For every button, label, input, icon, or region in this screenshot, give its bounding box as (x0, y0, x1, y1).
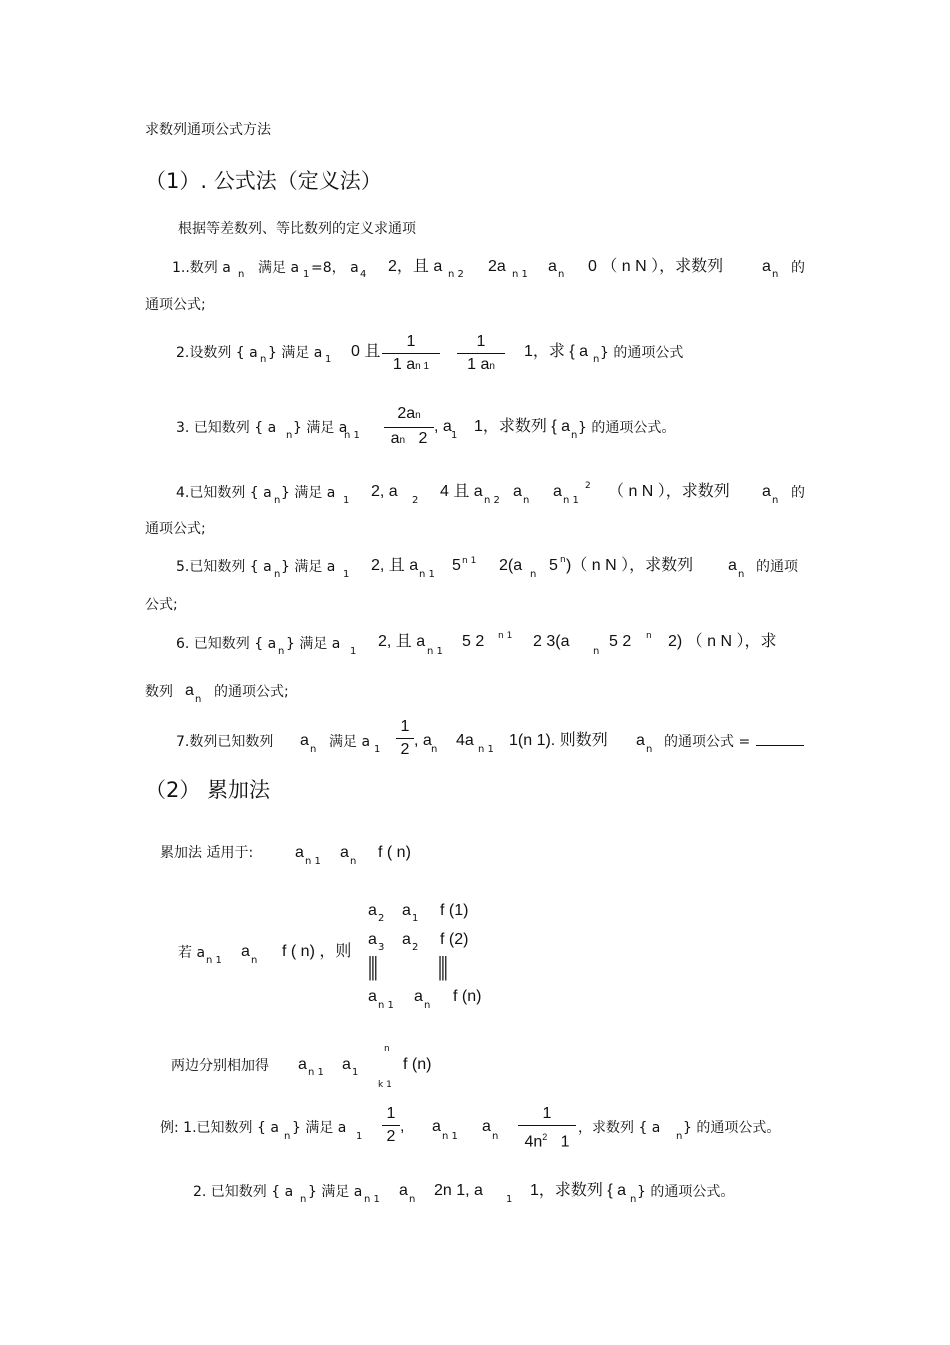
if-text: f ( n) ，则 (282, 943, 352, 960)
p6-sup: n 1 (498, 631, 513, 641)
p4-sup: 2 (585, 481, 591, 491)
p4-text: 4.已知数列 { a (176, 485, 272, 501)
if-text: a (241, 943, 250, 960)
p3-text: 1，求数列 { a (474, 418, 571, 435)
p1-sub: n (772, 269, 779, 280)
p5-text: 2, 且 a (371, 557, 419, 574)
eq-left-sub: 2 (378, 913, 385, 924)
ex2-text: 2. 已知数列 { a (193, 1184, 294, 1200)
p7-text: 7.数列已知数列 (176, 734, 274, 750)
p2-text: } 满足 a (268, 345, 323, 361)
p1-sub: n 2 (448, 269, 464, 280)
p1-text: 2，且 a (388, 258, 443, 275)
ex2-text: 2n 1, a (434, 1182, 483, 1199)
section-1-intro: 根据等差数列、等比数列的定义求通项 (178, 221, 416, 237)
eq-right-sub: 1 (412, 913, 419, 924)
p5-sub: n (738, 569, 745, 580)
p4-text: 2, a (371, 483, 398, 500)
eq-right: a (402, 931, 411, 948)
p5-text: } 满足 a (281, 559, 336, 575)
fraction: 1 1 an (457, 332, 505, 377)
sum-sub: 1 (352, 1067, 359, 1078)
sum-text: a (342, 1056, 351, 1073)
p4-sub: n 1 (563, 495, 579, 506)
fraction: 1 2 (396, 717, 414, 760)
ex1-text: ，求数列 { a (578, 1120, 661, 1136)
ex2-text: 1，求数列 { a (530, 1182, 627, 1199)
p5-text: )（ n N ），求数列 (566, 557, 694, 574)
document-title: 求数列通项公式方法 (145, 122, 271, 138)
p4-text: a (553, 483, 562, 500)
sum-sub: n 1 (308, 1067, 324, 1078)
p1-text: 2a (488, 258, 506, 275)
fraction: 1 1 an 1 (382, 332, 440, 377)
p7-text: a (636, 732, 645, 749)
p4-text: （ n N ），求数列 (608, 483, 730, 500)
p7-sub: n (310, 744, 317, 755)
p5-text: 2(a (499, 557, 523, 574)
applies-text: a (295, 844, 304, 861)
p1-sub: 4 (360, 269, 367, 280)
p5-text: 公式; (145, 597, 178, 613)
ex1-text: , (400, 1118, 405, 1135)
answer-blank (756, 733, 804, 751)
p6-text: 2) （ n N ），求 (668, 633, 777, 650)
p6-text: 2, 且 a (378, 633, 426, 650)
if-sub: n 1 (206, 955, 222, 966)
vertical-dots-icon: ||| (438, 951, 447, 981)
p2-text: 2.设数列 { a (176, 345, 258, 361)
ex1-sub: n (492, 1131, 499, 1142)
eq-left: a (368, 988, 377, 1005)
p6-sub: n (195, 694, 202, 705)
eq-f: f (n) (453, 988, 482, 1005)
p6-sub: 1 (350, 646, 357, 657)
p2-sub: 1 (325, 354, 332, 365)
applies-sub: n (350, 856, 357, 867)
eq-f: f (2) (440, 931, 469, 948)
ex1-text: 例: 1.已知数列 { a (160, 1120, 279, 1136)
p1-sub: n 1 (512, 269, 528, 280)
p7-text: 满足 a (329, 734, 371, 750)
p3-sub: 1 (451, 430, 458, 441)
p5-sub: n (530, 569, 537, 580)
p3-sub: n (571, 430, 578, 441)
p4-sub: n (274, 495, 281, 506)
ex1-sub: 1 (356, 1131, 363, 1142)
p2-text: 0 且 (351, 343, 381, 360)
p2-text: 1，求 { a (524, 343, 589, 360)
p3-sub: n 1 (344, 430, 360, 441)
p6-text: 5 2 (462, 633, 485, 650)
applies-sub: n 1 (305, 856, 321, 867)
p4-text: 4 且 a (440, 483, 483, 500)
applies-text: 累加法 适用于: (160, 845, 254, 861)
ex1-text: a (432, 1118, 441, 1135)
p5-text: a (728, 557, 737, 574)
p4-sub: n (523, 495, 530, 506)
sum-lower-limit: k 1 (378, 1080, 392, 1090)
p6-text: } 满足 a (286, 636, 341, 652)
p1-text: 的 (791, 260, 805, 276)
p1-text: =8， a (311, 260, 359, 276)
p7-text: a (300, 732, 309, 749)
p5-sub: 1 (343, 569, 350, 580)
ex2-sub: n (630, 1194, 637, 1205)
ex1-text: } 满足 a (292, 1120, 347, 1136)
p6-text: 6. 已知数列 { a (176, 636, 277, 652)
applies-text: a (340, 844, 349, 861)
ex1-text: } 的通项公式。 (683, 1120, 781, 1136)
p2-sub: n (260, 354, 267, 365)
p1-sub: n (558, 269, 565, 280)
section-1-heading: （1）. 公式法（定义法） (145, 169, 382, 193)
fraction: 1 $4n^2$ 1 (518, 1104, 576, 1152)
eq-f: f (1) (440, 902, 469, 919)
ex2-text: } 满足 a (308, 1184, 363, 1200)
p7-sub: n 1 (478, 744, 494, 755)
p5-sub: n (274, 569, 281, 580)
p1-text: a (548, 258, 557, 275)
p6-sub: n 1 (427, 646, 443, 657)
p7-text: , a (414, 732, 432, 749)
ex2-text: a (399, 1182, 408, 1199)
applies-text: f ( n) (378, 844, 411, 861)
p6-text: 数列 (145, 684, 173, 700)
if-sub: n (251, 955, 258, 966)
eq-left-sub: 3 (378, 942, 385, 953)
ex1-text: a (482, 1118, 491, 1135)
p2-text: } 的通项公式 (600, 345, 684, 361)
p1-text: 0 （ n N ），求数列 (588, 258, 724, 275)
ex2-sub: n 1 (364, 1194, 380, 1205)
p3-text: } 满足 a (293, 420, 348, 436)
p4-sub: n (772, 495, 779, 506)
p5-text: 的通项 (756, 559, 798, 575)
p7-text: 1(n 1). 则数列 (509, 732, 608, 749)
p4-text: a (762, 483, 771, 500)
p3-text: , a (434, 418, 452, 435)
p1-text: 满足 a (258, 260, 300, 276)
ex1-sub: n 1 (442, 1131, 458, 1142)
ex2-text: } 的通项公式。 (637, 1184, 735, 1200)
p1-sub: n (238, 269, 245, 280)
p5-text: 5.已知数列 { a (176, 559, 272, 575)
ex1-sub: n (284, 1131, 291, 1142)
p7-sub: n (646, 744, 653, 755)
p5-sub: n 1 (419, 569, 435, 580)
p6-text: a (185, 682, 194, 699)
fraction: 1 2 (382, 1104, 400, 1147)
p1-text: 1..数列 a (172, 260, 231, 276)
p6-text: 的通项公式; (214, 684, 289, 700)
ex2-sub: 1 (506, 1194, 513, 1205)
p6-sup: n (646, 631, 652, 641)
p3-sub: n (286, 430, 293, 441)
p4-sub: 2 (412, 495, 419, 506)
sum-upper-limit: n (384, 1044, 390, 1054)
p5-text: 5 (452, 557, 461, 574)
p7-text: 4a (456, 732, 474, 749)
p6-text: 2 3(a (533, 633, 570, 650)
p4-text: } 满足 a (281, 485, 336, 501)
p6-sub: n (278, 646, 285, 657)
sum-text: 两边分别相加得 (171, 1058, 269, 1074)
p2-sub: n (593, 354, 600, 365)
eq-left-sub: n 1 (378, 1000, 394, 1011)
p6-text: 5 2 (609, 633, 632, 650)
eq-left: a (368, 902, 377, 919)
p4-text: 的 (791, 485, 805, 501)
p5-sup: n (560, 555, 566, 565)
p7-sub: 1 (374, 744, 381, 755)
p4-text: 通项公式; (145, 521, 206, 537)
p5-sup: n 1 (462, 556, 477, 566)
p6-sub: n (593, 646, 600, 657)
fraction: 2an an 2 (384, 404, 434, 451)
ex1-sub: n (676, 1131, 683, 1142)
p1-text: a (762, 258, 771, 275)
eq-right-sub: 2 (412, 942, 419, 953)
eq-right: a (414, 988, 423, 1005)
p4-sub: 1 (343, 495, 350, 506)
section-2-heading: （2） 累加法 (145, 778, 271, 802)
ex2-sub: n (409, 1194, 416, 1205)
p5-text: 5 (549, 557, 558, 574)
p1-text: 通项公式; (145, 297, 206, 313)
p4-sub: n 2 (484, 495, 500, 506)
p7-sub: n (431, 744, 438, 755)
eq-right-sub: n (424, 1000, 431, 1011)
p3-text: } 的通项公式。 (578, 420, 676, 436)
p7-text: 的通项公式 = (664, 734, 751, 750)
p4-text: a (513, 483, 522, 500)
eq-left: a (368, 931, 377, 948)
ex2-sub: n (300, 1194, 307, 1205)
sum-text: a (298, 1056, 307, 1073)
if-text: 若 a (178, 945, 206, 961)
eq-right: a (402, 902, 411, 919)
sum-text: f (n) (403, 1056, 432, 1073)
p1-sub: 1 (303, 269, 310, 280)
vertical-dots-icon: ||| (368, 951, 377, 981)
p3-text: 3. 已知数列 { a (176, 420, 277, 436)
